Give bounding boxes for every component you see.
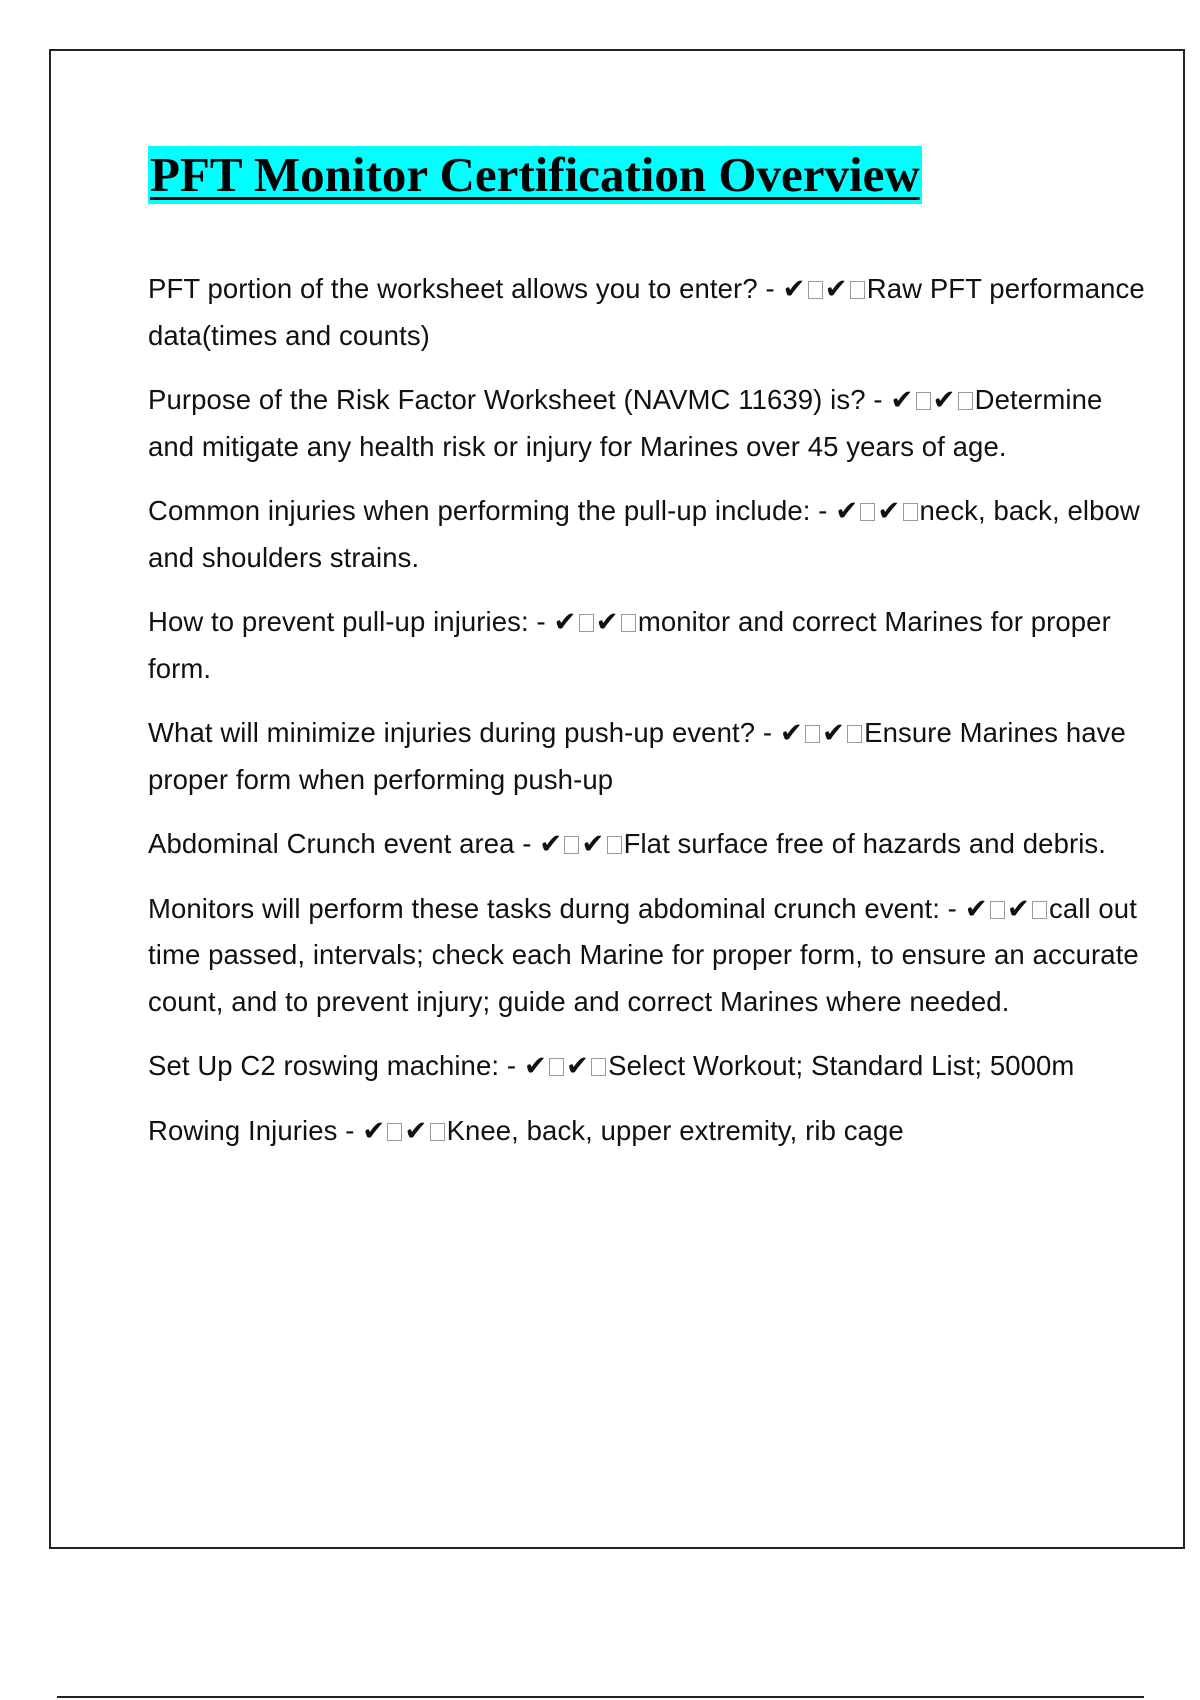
page-frame (49, 49, 1185, 1549)
question-text: How to prevent pull-up injuries: - (148, 606, 554, 637)
checkmark-icon: ✔ (1006, 892, 1030, 925)
question-text: What will minimize injuries during push-up event? - (148, 717, 780, 748)
answer-text: Determine and mitigate any health risk or injury for Marines over 45 years of age. (148, 384, 1103, 462)
answer-text: neck, back, elbow and shoulders strains. (148, 495, 1140, 573)
empty-box-icon (549, 1058, 564, 1076)
empty-box-icon (860, 503, 875, 521)
question-text: Monitors will perform these tasks durng abdominal crunch event: - (148, 892, 965, 924)
empty-box-icon (916, 392, 931, 410)
checkmark-icon: ✔ (595, 606, 619, 638)
checkmark-icon: ✔ (404, 1114, 428, 1147)
qa-item (148, 1043, 1148, 1090)
checkmark-icon: ✔ (362, 1114, 386, 1147)
empty-box-icon (808, 281, 823, 299)
qa-item (148, 599, 1148, 692)
answer-text: Ensure Marines have proper form when performing push-up (148, 717, 1126, 795)
checkmark-icon: ✔ (822, 717, 846, 749)
checkmark-icon: ✔ (890, 384, 914, 416)
checkmark-icon: ✔ (553, 606, 577, 638)
question-text: Purpose of the Risk Factor Worksheet (NAVMC 11639) is? - (148, 384, 891, 415)
checkmark-icon: ✔ (835, 495, 859, 527)
question-text: PFT portion of the worksheet allows you to enter? - (148, 273, 783, 304)
qa-item (148, 1108, 1148, 1155)
answer-text: Flat surface free of hazards and debris. (623, 828, 1107, 859)
question-text: Set Up C2 roswing machine: - (148, 1050, 524, 1081)
empty-box-icon (607, 836, 622, 854)
checkmark-icon: ✔ (877, 495, 901, 527)
checkmark-icon: ✔ (539, 828, 563, 860)
qa-item (148, 488, 1148, 581)
empty-box-icon (850, 281, 865, 299)
empty-box-icon (591, 1058, 606, 1076)
qa-item (148, 710, 1148, 803)
question-text: Abdominal Crunch event area - (148, 828, 540, 859)
empty-box-icon (847, 725, 862, 743)
qa-item (148, 266, 1148, 359)
checkmark-icon: ✔ (779, 717, 804, 749)
document-content (148, 146, 1148, 1172)
checkmark-icon: ✔ (824, 273, 848, 305)
page-bottom-rule (57, 1696, 1144, 1698)
qa-list (148, 266, 1148, 1154)
answer-text: Select Workout; Standard List; 5000m (608, 1050, 1075, 1081)
answer-text: monitor and correct Marines for proper form. (148, 606, 1111, 684)
document-title: PFT Monitor Certification Overview (150, 147, 920, 202)
empty-box-icon (621, 614, 636, 632)
qa-item (148, 886, 1148, 1026)
answer-text: Raw PFT performance data(times and counts) (148, 273, 1145, 351)
empty-box-icon (1032, 901, 1047, 919)
checkmark-icon: ✔ (523, 1050, 547, 1082)
empty-box-icon (990, 901, 1005, 919)
question-text: Rowing Injuries - (148, 1114, 363, 1146)
checkmark-icon: ✔ (964, 892, 988, 925)
answer-text: Knee, back, upper extremity, rib cage (446, 1114, 904, 1146)
empty-box-icon (430, 1123, 445, 1141)
answer-text: call out time passed, intervals; check each Marine for proper form, to ensure an accurate count, and to prevent injury; guide and correct Marines where needed. (148, 892, 1139, 1017)
empty-box-icon (579, 614, 594, 632)
empty-box-icon (564, 836, 579, 854)
qa-item (148, 377, 1148, 470)
empty-box-icon (805, 725, 820, 743)
qa-item (148, 821, 1148, 868)
empty-box-icon (387, 1123, 402, 1141)
checkmark-icon: ✔ (932, 384, 956, 416)
empty-box-icon (958, 392, 973, 410)
checkmark-icon: ✔ (782, 273, 806, 305)
checkmark-icon: ✔ (581, 828, 605, 860)
checkmark-icon: ✔ (566, 1050, 590, 1082)
question-text: Common injuries when performing the pull-up include: - (148, 495, 836, 526)
empty-box-icon (903, 503, 918, 521)
